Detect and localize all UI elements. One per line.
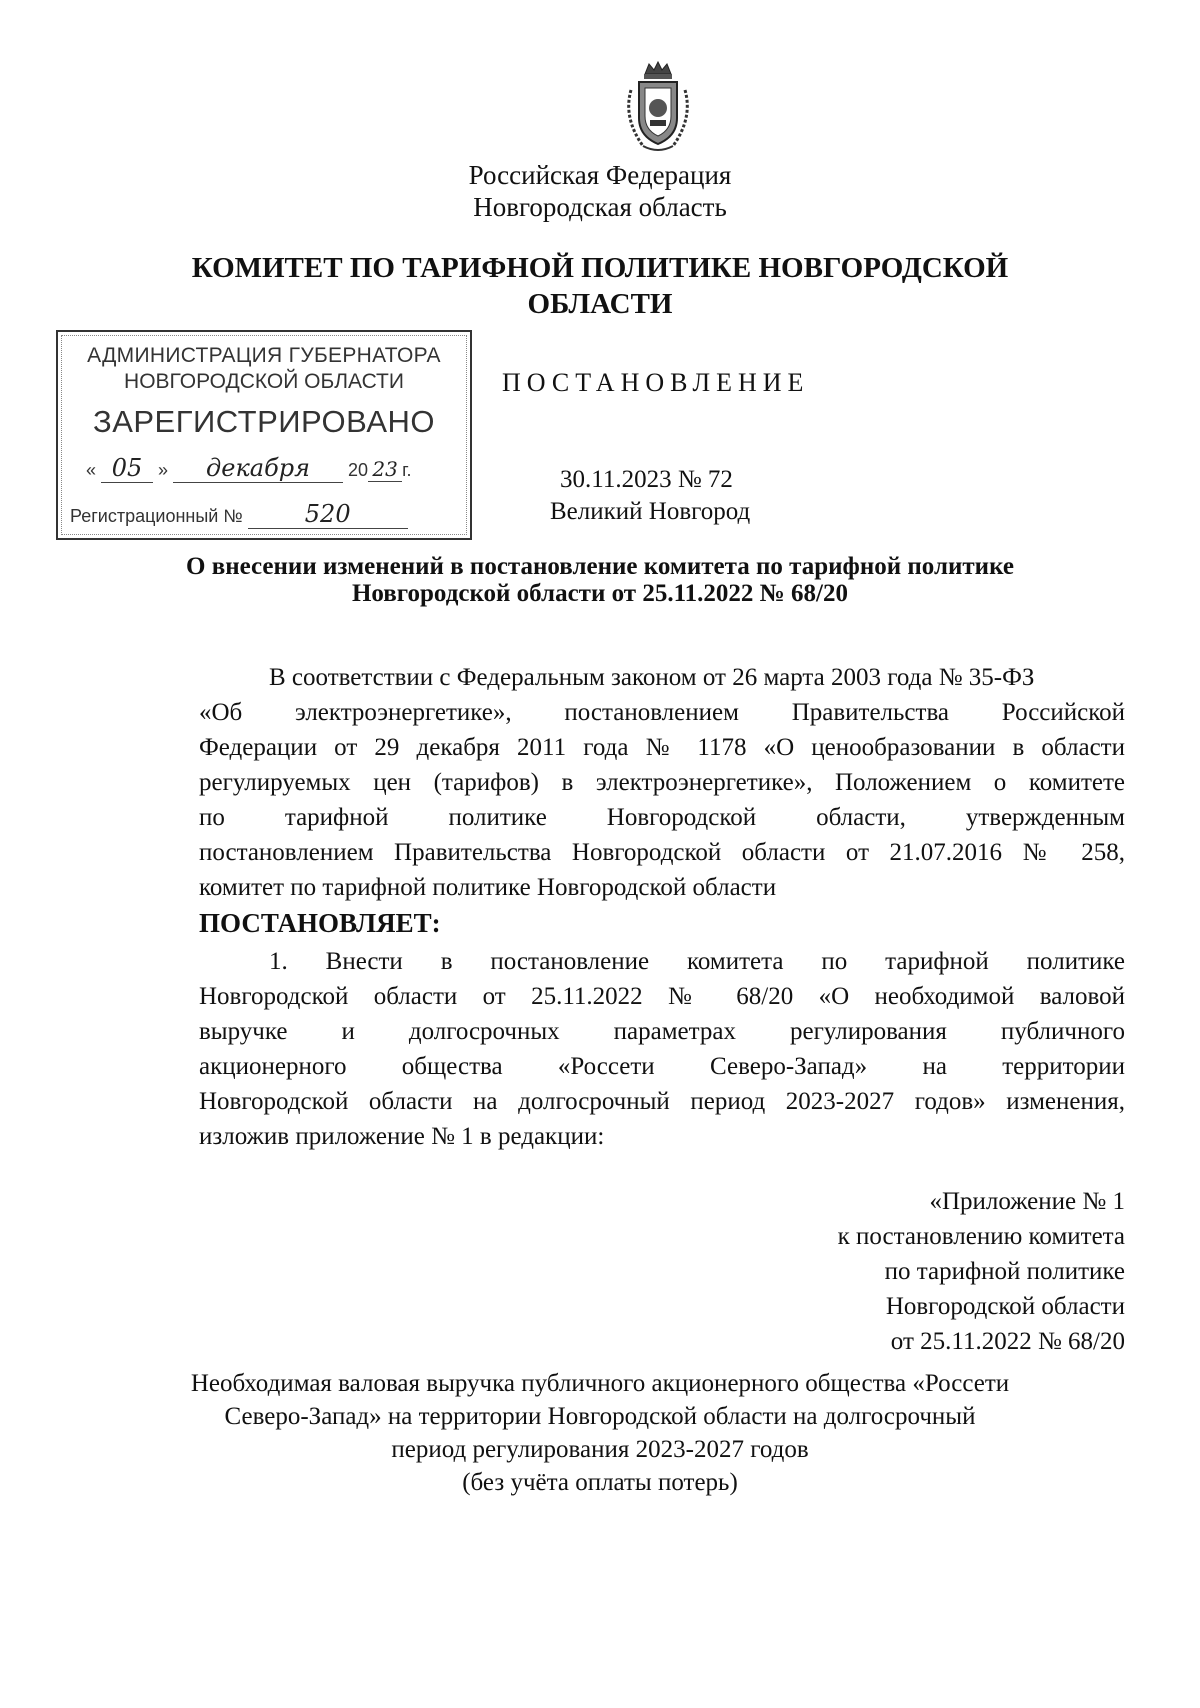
- stamp-registered: ЗАРЕГИСТРИРОВАНО: [92, 404, 435, 439]
- region-name: Новгородская область: [473, 192, 727, 222]
- document-subject-line2: Новгородской области от 25.11.2022 № 68/20: [351, 580, 849, 607]
- stamp-date: « 05 » декабря 20 23 г.: [86, 454, 412, 482]
- registration-stamp: [56, 330, 472, 540]
- stamp-line2: НОВГОРОДСКОЙ ОБЛАСТИ: [124, 370, 404, 393]
- text-line: акционерного общества «Россети Северо-Запад» на территории: [199, 1053, 1125, 1080]
- text-line: Новгородской области от 25.11.2022 № 68/20 «О необходимой валовой: [199, 983, 1125, 1010]
- resolves-heading: ПОСТАНОВЛЯЕТ:: [199, 908, 441, 938]
- appendix-reference: [838, 1184, 1125, 1359]
- document-city: Великий Новгород: [550, 498, 751, 525]
- stamp-line1: АДМИНИСТРАЦИЯ ГУБЕРНАТОРА: [87, 344, 441, 367]
- text-line: комитет по тарифной политике Новгородской области: [199, 874, 777, 901]
- appendix-line: к постановлению комитета: [837, 1223, 1125, 1250]
- document-type: ПОСТАНОВЛЕНИЕ: [502, 368, 810, 397]
- document-date-number: 30.11.2023 № 72: [560, 466, 733, 493]
- text-line: изложив приложение № 1 в редакции:: [199, 1123, 605, 1150]
- text-line: Федерации от 29 декабря 2011 года № 1178 «О ценообразовании в области: [199, 734, 1125, 761]
- stamp-year-prefix: 20: [348, 460, 369, 480]
- stamp-reg-number: 520: [248, 500, 408, 529]
- appendix-title-line: Северо-Запад» на территории Новгородской области на долгосрочный: [224, 1403, 976, 1430]
- stamp-reg-label: Регистрационный №: [70, 506, 243, 526]
- appendix-line: от 25.11.2022 № 68/20: [890, 1328, 1125, 1355]
- appendix-title-line: период регулирования 2023-2027 годов: [391, 1436, 809, 1463]
- document-subject-line1: О внесении изменений в постановление комитета по тарифной политике: [186, 553, 1014, 580]
- appendix-title-line: (без учёта оплаты потерь): [462, 1469, 738, 1496]
- appendix-line: «Приложение № 1: [929, 1188, 1125, 1215]
- text-line: В соответствии с Федеральным законом от 26 марта 2003 года № 35-ФЗ: [269, 664, 1035, 691]
- text-line: «Об электроэнергетике», постановлением Правительства Российской: [199, 699, 1125, 726]
- appendix-title: [0, 1367, 1200, 1499]
- text-line: 1. Внести в постановление комитета по тарифной политике: [269, 948, 1125, 975]
- appendix-line: Новгородской области: [885, 1293, 1125, 1320]
- paragraph-item-1: [199, 944, 1125, 1154]
- text-line: по тарифной политике Новгородской области, утвержденным: [199, 804, 1125, 831]
- country-name: Российская Федерация: [468, 160, 732, 190]
- stamp-day: 05: [101, 454, 153, 483]
- text-line: выручке и долгосрочных параметрах регулирования публичного: [199, 1018, 1125, 1045]
- stamp-reg-number-row: [70, 500, 460, 529]
- text-line: Новгородской области на долгосрочный период 2023-2027 годов» изменения,: [199, 1088, 1125, 1115]
- committee-title-line1: КОМИТЕТ ПО ТАРИФНОЙ ПОЛИТИКЕ НОВГОРОДСКОЙ: [191, 252, 1009, 284]
- stamp-year-suffix: 23: [368, 457, 402, 482]
- coat-of-arms-icon: [617, 60, 699, 156]
- stamp-year-unit: г.: [402, 460, 412, 480]
- text-line: регулируемых цен (тарифов) в электроэнергетике», Положением о комитете: [199, 769, 1125, 796]
- paragraph-preamble: [199, 660, 1125, 905]
- text-line: постановлением Правительства Новгородской области от 21.07.2016 № 258,: [199, 839, 1125, 866]
- appendix-title-line: Необходимая валовая выручка публичного акционерного общества «Россети: [190, 1370, 1010, 1397]
- committee-title-line2: ОБЛАСТИ: [527, 288, 673, 320]
- stamp-month: декабря: [173, 454, 343, 483]
- appendix-line: по тарифной политике: [884, 1258, 1125, 1285]
